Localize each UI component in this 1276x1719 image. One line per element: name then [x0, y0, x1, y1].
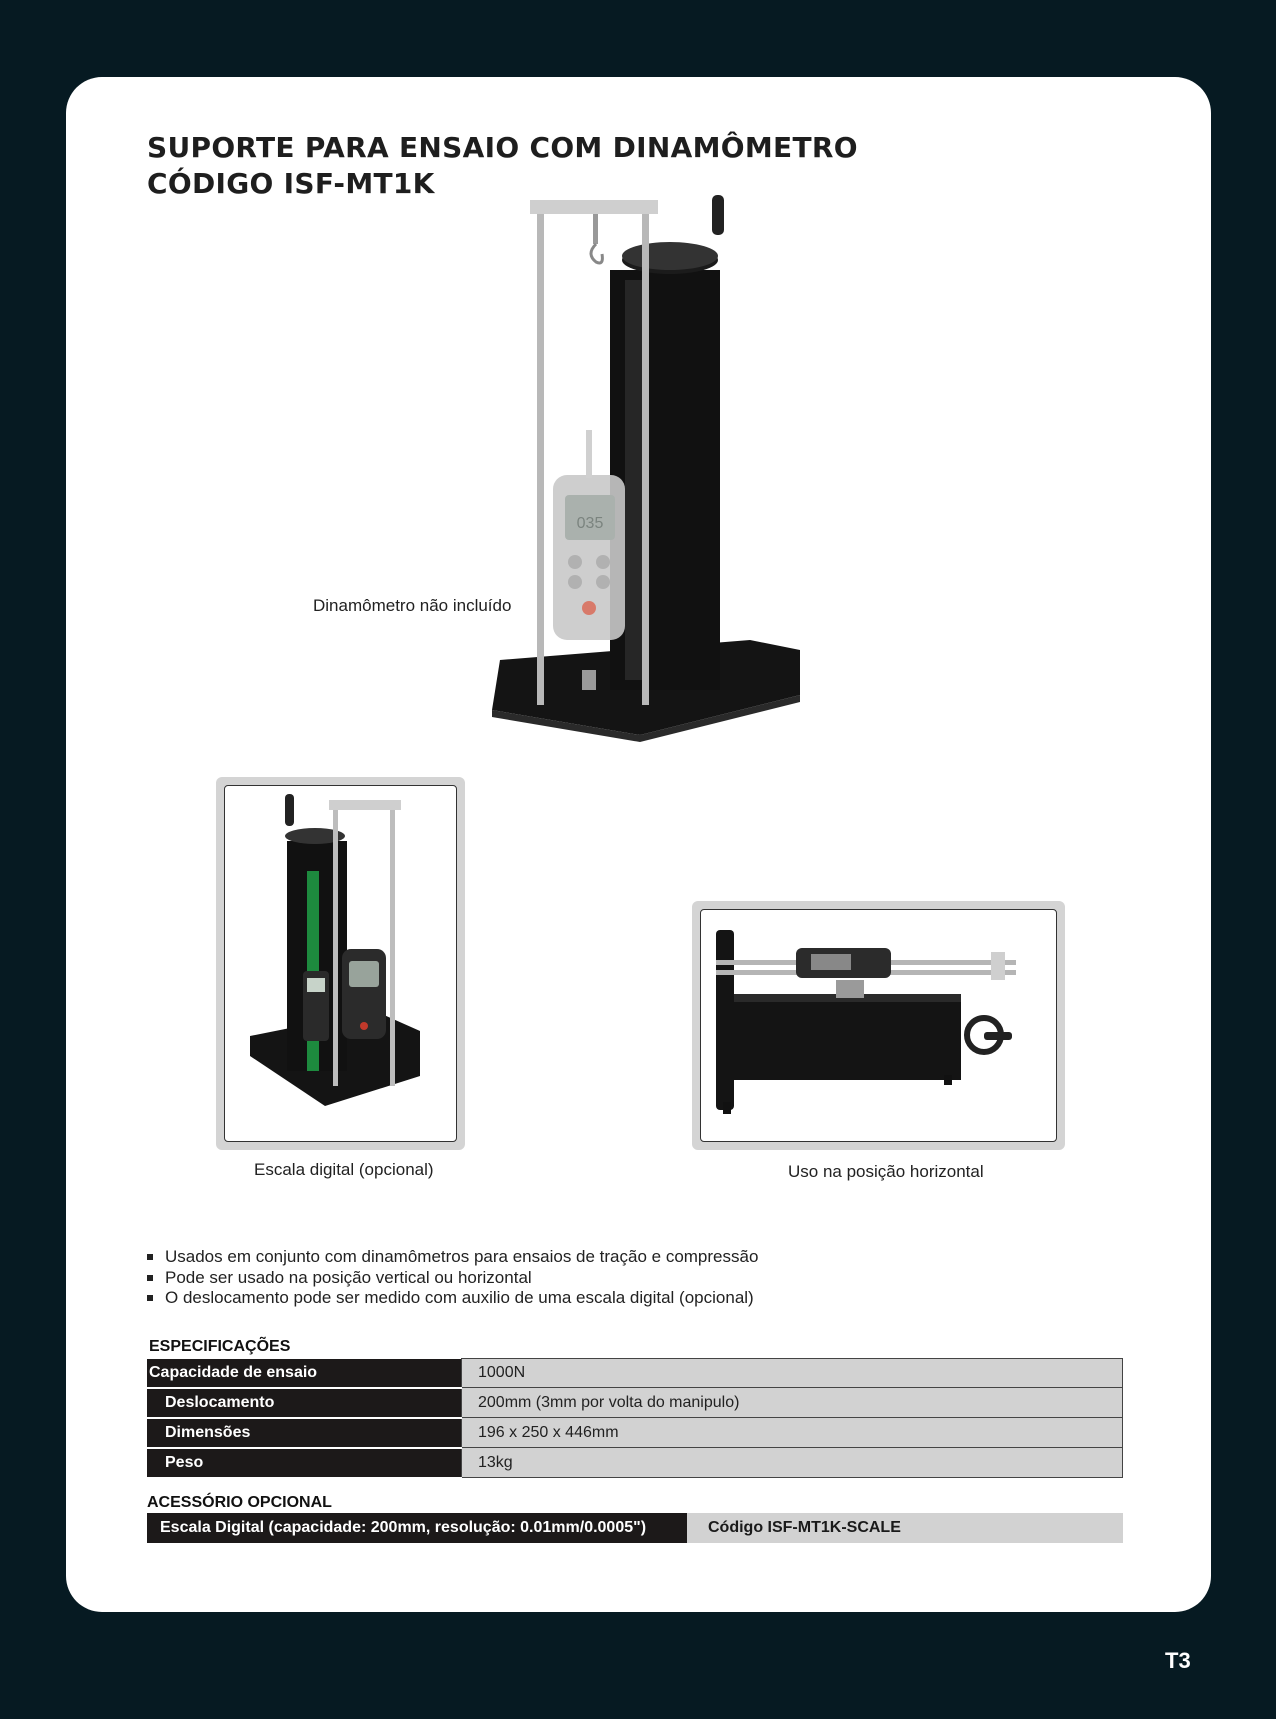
feature-item: Pode ser usado na posição vertical ou horizontal: [147, 1268, 758, 1289]
specs-heading: ESPECIFICAÇÕES: [149, 1338, 291, 1355]
title-line-1: SUPORTE PARA ENSAIO COM DINAMÔMETRO: [147, 131, 858, 164]
spec-label: Dimensões: [147, 1418, 462, 1448]
digital-scale-photo: [216, 777, 465, 1150]
spec-label: Capacidade de ensaio: [147, 1359, 462, 1388]
accessory-heading: ACESSÓRIO OPCIONAL: [147, 1494, 332, 1511]
main-photo-caption: Dinamômetro não incluído: [313, 596, 512, 615]
spec-value: 13kg: [462, 1448, 1123, 1478]
specs-table: [147, 1358, 1123, 1479]
spec-value: 200mm (3mm por volta do manipulo): [462, 1388, 1123, 1418]
spec-value: 196 x 250 x 446mm: [462, 1418, 1123, 1448]
accessory-name: Escala Digital (capacidade: 200mm, resolução: 0.01mm/0.0005"): [147, 1513, 687, 1543]
horizontal-use-caption: Uso na posição horizontal: [788, 1162, 984, 1181]
digital-scale-caption: Escala digital (opcional): [254, 1160, 434, 1179]
horizontal-use-photo: [692, 901, 1065, 1150]
table-row: [147, 1418, 1123, 1448]
feature-list: [147, 1247, 758, 1309]
spec-value: 1000N: [462, 1359, 1123, 1388]
accessory-row: [147, 1513, 1123, 1543]
feature-item: O deslocamento pode ser medido com auxilio de uma escala digital (opcional): [147, 1288, 758, 1309]
spec-label: Peso: [147, 1448, 462, 1478]
table-row: [147, 1448, 1123, 1478]
feature-item: Usados em conjunto com dinamômetros para ensaios de tração e compressão: [147, 1247, 758, 1268]
page-number: T3: [1165, 1648, 1191, 1673]
main-product-photo: [480, 190, 810, 770]
accessory-code: Código ISF-MT1K-SCALE: [687, 1513, 1123, 1543]
table-row: [147, 1388, 1123, 1418]
spec-label: Deslocamento: [147, 1388, 462, 1418]
gauge-reading: 035: [576, 515, 604, 532]
title-line-2: CÓDIGO ISF-MT1K: [147, 167, 435, 200]
table-row: [147, 1359, 1123, 1388]
